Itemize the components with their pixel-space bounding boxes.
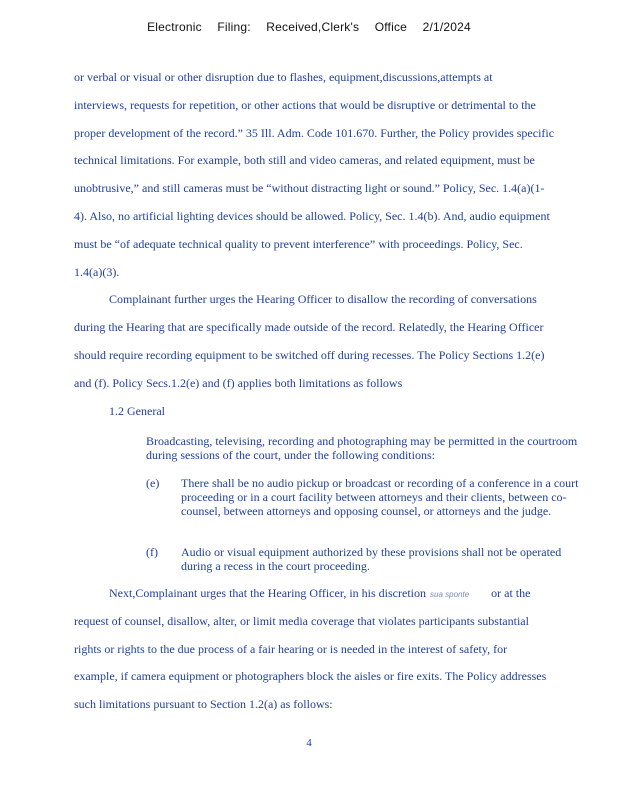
document-body: [74, 64, 554, 425]
filing-header: [0, 20, 618, 34]
text-line: proper development of the record.” 35 Ill. Adm. Code 101.670. Further, the Policy provides specific: [74, 125, 554, 140]
text-segment: Next,Complainant urges that the Hearing Officer, in his discretion: [109, 586, 426, 600]
text-line: 4). Also, no artificial lighting devices should be allowed. Policy, Sec. 1.4(b). And, audio equipment: [74, 208, 550, 223]
text-line: 1.4(a)(3).: [74, 264, 120, 279]
text-line: interviews, requests for repetition, or other actions that would be disruptive or detrimental to the: [74, 97, 536, 112]
quote-item-label: (e): [146, 476, 160, 490]
quote-item-f: [146, 545, 586, 575]
text-line: and (f). Policy Secs.1.2(e) and (f) applies both limitations as follows: [74, 375, 403, 390]
paragraph-3: [74, 580, 554, 719]
text-line: example, if camera equipment or photographers block the aisles or fire exits. The Policy addresses: [74, 669, 547, 684]
quote-item-e: [146, 476, 586, 534]
header-filing: Filing:: [217, 20, 251, 34]
text-line: Complainant further urges the Hearing Officer to disallow the recording of conversations: [109, 292, 537, 307]
text-line: must be “of adequate technical quality to prevent interference” with proceedings. Policy, Sec.: [74, 236, 523, 251]
text-line: request of counsel, disallow, alter, or limit media coverage that violates participants substantial: [74, 613, 529, 628]
page-number: 4: [306, 737, 312, 749]
text-line: should require recording equipment to be switched off during recesses. The Policy Sections 1.2(e): [74, 347, 545, 362]
text-segment: or at the: [491, 586, 531, 600]
header-date: 2/1/2024: [422, 20, 471, 34]
paragraph-1: [74, 64, 554, 286]
text-line: during the Hearing that are specifically made outside of the record. Relatedly, the Hearing Officer: [74, 320, 544, 335]
header-received: Received,Clerk's: [266, 20, 360, 34]
paragraph-2: [74, 286, 554, 397]
block-quote-intro: Broadcasting, televising, recording and photographing may be permitted in the courtroom during sessions of the court, under the following conditions:: [146, 434, 578, 462]
quote-item-text: Audio or visual equipment authorized by these provisions shall not be operated during a recess in the court proceeding.: [181, 545, 562, 573]
text-line: [74, 580, 554, 608]
text-line: such limitations pursuant to Section 1.2(a) as follows:: [74, 697, 333, 712]
text-line: rights or rights to the due process of a fair hearing or is needed in the interest of safety, for: [74, 641, 508, 656]
text-line: or verbal or visual or other disruption due to flashes, equipment,discussions,attempts at: [74, 70, 493, 84]
sua-sponte-text: sua sponte: [430, 590, 470, 599]
header-office: Office: [374, 20, 408, 34]
text-line: technical limitations. For example, both still and video cameras, and related equipment, must be: [74, 153, 535, 168]
header-electronic: Electronic: [147, 20, 202, 34]
quote-item-text: There shall be no audio pickup or broadcast or recording of a conference in a court proceeding or in a court facility between attorneys and their clients, between co-counsel, between attorneys and opposing counsel, or attorneys and the judge.: [181, 476, 579, 518]
section-heading: 1.2 General: [109, 403, 165, 418]
quote-item-label: (f): [146, 545, 158, 559]
text-line: unobtrusive,” and still cameras must be “without distracting light or sound.” Policy, Sec. 1.4(a)(1-: [74, 181, 545, 196]
